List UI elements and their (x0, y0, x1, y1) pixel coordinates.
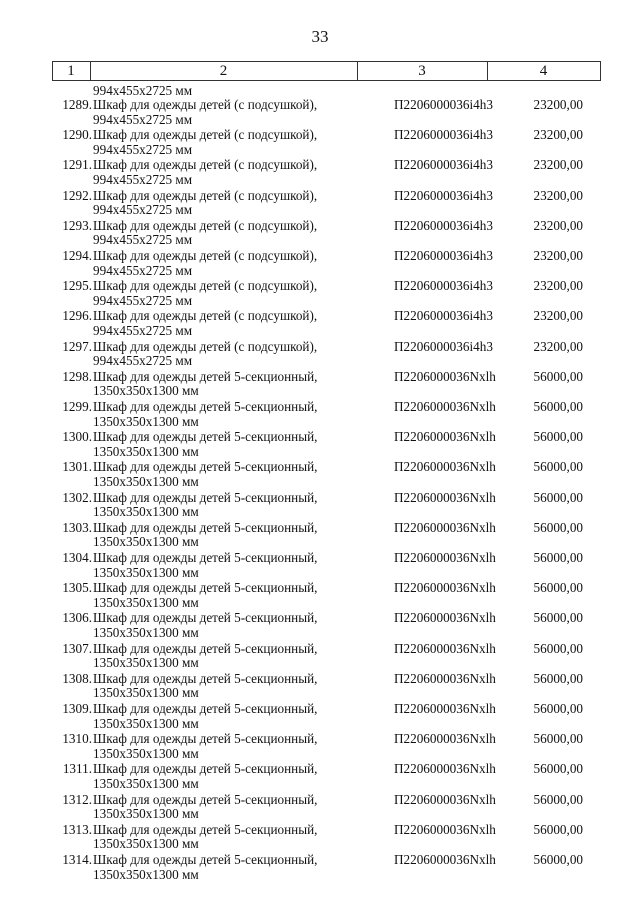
item-code: П2206000036Nxlh (394, 791, 496, 807)
item-price: 56000,00 (533, 550, 583, 565)
table-row (0, 400, 640, 430)
item-size: 1350x350x1300 мм (93, 806, 199, 822)
table-row (0, 158, 640, 188)
row-number: 1298. (62, 368, 92, 384)
table-row (0, 793, 640, 823)
table-row (0, 853, 640, 883)
item-description (93, 279, 317, 308)
item-code: П2206000036Nxlh (394, 761, 496, 777)
item-code: П2206000036Nxlh (394, 640, 496, 656)
item-size: 1350x350x1300 мм (93, 775, 199, 791)
header-col-1: 1 (67, 63, 75, 79)
item-code: П2206000036Nxlh (394, 459, 496, 475)
row-number: 1310. (62, 731, 92, 747)
item-price: 23200,00 (533, 248, 583, 263)
row-number: 1301. (62, 459, 92, 475)
item-price: 56000,00 (533, 368, 583, 384)
row-number: 1305. (62, 580, 92, 596)
item-price: 56000,00 (533, 519, 583, 535)
item-name: Шкаф для одежды детей 5-секционный, (93, 429, 318, 445)
header-col-3: 3 (418, 63, 426, 79)
item-size: 994x455x2725 мм (93, 262, 193, 278)
item-description (93, 430, 317, 459)
item-code: П2206000036i4h3 (394, 248, 493, 263)
row-number: 1311. (62, 761, 92, 777)
item-size: 1350x350x1300 мм (93, 836, 199, 852)
item-name: Шкаф для одежды детей (с подсушкой), (93, 127, 318, 143)
item-code: П2206000036i4h3 (394, 338, 493, 354)
table-row (0, 823, 640, 853)
item-name: Шкаф для одежды детей (с подсушкой), (93, 248, 318, 263)
item-description (93, 762, 317, 791)
item-size: 1350x350x1300 мм (93, 383, 199, 399)
row-number: 1307. (62, 640, 92, 656)
row-number: 1292. (62, 187, 92, 203)
item-code: П2206000036Nxlh (394, 852, 496, 867)
row-number: 1314. (62, 852, 92, 867)
table-row (0, 672, 640, 702)
table-row (0, 491, 640, 521)
table-row (0, 128, 640, 158)
table-row (0, 340, 640, 370)
table-row (0, 309, 640, 339)
item-description (93, 732, 317, 761)
item-price: 56000,00 (533, 429, 583, 445)
item-description (93, 460, 317, 489)
item-size: 994x455x2725 мм (93, 232, 193, 248)
item-code: П2206000036i4h3 (394, 157, 493, 173)
row-number: 1300. (62, 429, 92, 445)
item-size: 994x455x2725 мм (93, 202, 193, 218)
item-code: П2206000036i4h3 (394, 97, 493, 112)
item-code: П2206000036Nxlh (394, 821, 496, 837)
item-size: 1350x350x1300 мм (93, 443, 199, 459)
item-price: 23200,00 (533, 97, 583, 112)
row-number: 1295. (62, 278, 92, 294)
item-description (93, 611, 317, 640)
item-size: 1350x350x1300 мм (93, 594, 199, 610)
item-description (93, 521, 317, 550)
row-number: 1291. (62, 157, 92, 173)
table-row (0, 279, 640, 309)
item-code: П2206000036Nxlh (394, 580, 496, 596)
item-name: Шкаф для одежды детей 5-секционный, (93, 731, 318, 747)
item-name: Шкаф для одежды детей 5-секционный, (93, 550, 318, 565)
item-name: Шкаф для одежды детей 5-секционный, (93, 640, 318, 656)
item-size: 1350x350x1300 мм (93, 504, 199, 520)
item-size: 1350x350x1300 мм (93, 685, 199, 701)
item-name: Шкаф для одежды детей 5-секционный, (93, 701, 318, 716)
item-description (93, 370, 317, 399)
item-price: 56000,00 (533, 791, 583, 807)
item-price: 56000,00 (533, 459, 583, 475)
table-row (0, 551, 640, 581)
item-name: Шкаф для одежды детей 5-секционный, (93, 580, 318, 596)
item-size: 994x455x2725 мм (93, 322, 193, 338)
item-name: Шкаф для одежды детей 5-секционный, (93, 791, 318, 807)
item-price: 56000,00 (533, 489, 583, 505)
item-name: Шкаф для одежды детей 5-секционный, (93, 852, 318, 867)
item-code: П2206000036i4h3 (394, 187, 493, 203)
row-number: 1313. (62, 821, 92, 837)
row-number: 1312. (62, 791, 92, 807)
item-size: 1350x350x1300 мм (93, 866, 199, 882)
item-description (93, 672, 317, 701)
item-price: 56000,00 (533, 701, 583, 716)
item-price: 23200,00 (533, 157, 583, 173)
row-number: 1289. (62, 97, 92, 112)
table-row (0, 219, 640, 249)
item-code: П2206000036Nxlh (394, 731, 496, 747)
item-size: 1350x350x1300 мм (93, 413, 199, 429)
item-description (93, 491, 317, 520)
item-price: 23200,00 (533, 278, 583, 294)
item-code: П2206000036Nxlh (394, 519, 496, 535)
header-divider (600, 61, 601, 81)
table-row (0, 521, 640, 551)
item-code: П2206000036Nxlh (394, 701, 496, 716)
item-name: Шкаф для одежды детей 5-секционный, (93, 459, 318, 475)
item-description (93, 158, 317, 187)
item-price: 56000,00 (533, 821, 583, 837)
item-size: 994x455x2725 мм (93, 292, 193, 308)
item-name: Шкаф для одежды детей (с подсушкой), (93, 338, 318, 354)
item-name: Шкаф для одежды детей 5-секционный, (93, 399, 318, 414)
header-col-4: 4 (539, 63, 548, 79)
item-name: Шкаф для одежды детей 5-секционный, (93, 670, 318, 686)
item-code: П2206000036Nxlh (394, 610, 496, 626)
table-row (0, 98, 640, 128)
item-size: 994x455x2725 мм (93, 353, 193, 369)
item-price: 56000,00 (533, 399, 583, 414)
item-description (93, 581, 317, 610)
item-price: 23200,00 (533, 127, 583, 143)
item-description (93, 853, 317, 882)
item-description (93, 642, 317, 671)
item-price: 56000,00 (533, 640, 583, 656)
row-number: 1309. (62, 701, 92, 716)
row-number: 1303. (62, 519, 92, 535)
item-name: Шкаф для одежды детей (с подсушкой), (93, 157, 318, 173)
item-size: 1350x350x1300 мм (93, 564, 199, 580)
item-code: П2206000036Nxlh (394, 489, 496, 505)
item-size: 1350x350x1300 мм (93, 624, 199, 640)
item-size: 1350x350x1300 мм (93, 473, 199, 489)
item-description (93, 98, 317, 127)
item-description (93, 309, 317, 338)
item-name: Шкаф для одежды детей 5-секционный, (93, 519, 318, 535)
table-row (0, 762, 640, 792)
page-number: 33 (311, 27, 329, 46)
row-number: 1290. (62, 127, 92, 143)
item-description (93, 219, 317, 248)
row-number: 1302. (62, 489, 92, 505)
item-description (93, 793, 317, 822)
item-code: П2206000036Nxlh (394, 399, 496, 414)
continued-size-line: 994x455x2725 мм (93, 83, 193, 98)
item-description (93, 128, 317, 157)
table-row (0, 189, 640, 219)
item-name: Шкаф для одежды детей (с подсушкой), (93, 217, 318, 233)
item-size: 994x455x2725 мм (93, 111, 193, 127)
item-price: 56000,00 (533, 610, 583, 626)
table-header (52, 61, 601, 81)
item-price: 56000,00 (533, 670, 583, 686)
item-price: 23200,00 (533, 308, 583, 324)
item-name: Шкаф для одежды детей 5-секционный, (93, 821, 318, 837)
item-price: 56000,00 (533, 852, 583, 867)
item-price: 56000,00 (533, 761, 583, 777)
row-number: 1304. (62, 550, 92, 565)
item-description (93, 823, 317, 852)
table-row (0, 642, 640, 672)
row-number: 1294. (62, 248, 92, 263)
row-number: 1293. (62, 217, 92, 233)
item-code: П2206000036Nxlh (394, 670, 496, 686)
item-price: 23200,00 (533, 217, 583, 233)
item-size: 994x455x2725 мм (93, 171, 193, 187)
item-code: П2206000036i4h3 (394, 217, 493, 233)
table-row (0, 581, 640, 611)
table-row (0, 430, 640, 460)
item-name: Шкаф для одежды детей (с подсушкой), (93, 187, 318, 203)
item-name: Шкаф для одежды детей (с подсушкой), (93, 97, 318, 112)
item-description (93, 400, 317, 429)
item-description (93, 702, 317, 731)
item-size: 1350x350x1300 мм (93, 745, 199, 761)
item-price: 23200,00 (533, 187, 583, 203)
item-name: Шкаф для одежды детей (с подсушкой), (93, 308, 318, 324)
row-number: 1299. (62, 399, 92, 414)
row-number: 1306. (62, 610, 92, 626)
item-code: П2206000036i4h3 (394, 278, 493, 294)
row-number: 1297. (62, 338, 92, 354)
item-price: 56000,00 (533, 580, 583, 596)
table-row (0, 370, 640, 400)
item-description (93, 340, 317, 369)
item-price: 56000,00 (533, 731, 583, 747)
item-name: Шкаф для одежды детей 5-секционный, (93, 368, 318, 384)
item-name: Шкаф для одежды детей 5-секционный, (93, 489, 318, 505)
item-size: 1350x350x1300 мм (93, 655, 199, 671)
header-col-2: 2 (219, 63, 228, 79)
row-number: 1296. (62, 308, 92, 324)
item-code: П2206000036Nxlh (394, 550, 496, 565)
table-row (0, 460, 640, 490)
table-row (0, 702, 640, 732)
row-number: 1308. (62, 670, 92, 686)
item-code: П2206000036i4h3 (394, 308, 493, 324)
item-name: Шкаф для одежды детей (с подсушкой), (93, 278, 318, 294)
item-description (93, 189, 317, 218)
table-row (0, 611, 640, 641)
table-row (0, 732, 640, 762)
item-size: 1350x350x1300 мм (93, 715, 199, 731)
item-code: П2206000036i4h3 (394, 127, 493, 143)
table-row (0, 249, 640, 279)
item-description (93, 551, 317, 580)
item-code: П2206000036Nxlh (394, 368, 496, 384)
item-price: 23200,00 (533, 338, 583, 354)
item-size: 1350x350x1300 мм (93, 534, 199, 550)
item-name: Шкаф для одежды детей 5-секционный, (93, 610, 318, 626)
item-size: 994x455x2725 мм (93, 141, 193, 157)
item-name: Шкаф для одежды детей 5-секционный, (93, 761, 318, 777)
item-code: П2206000036Nxlh (394, 429, 496, 445)
item-description (93, 249, 317, 278)
